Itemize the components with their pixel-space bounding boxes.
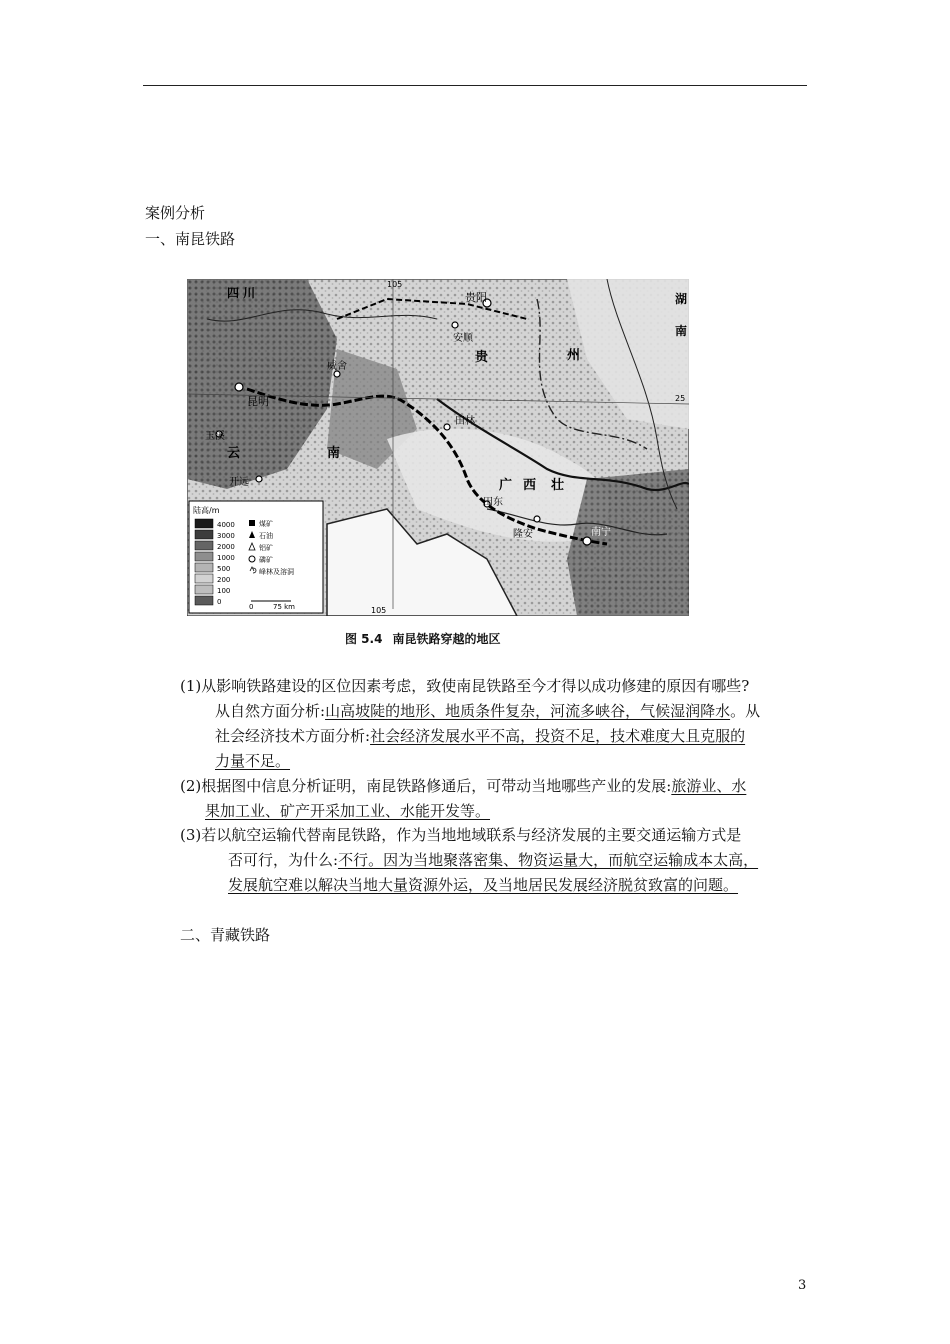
q1-line4 bbox=[215, 751, 290, 771]
legend-swatch-1000 bbox=[195, 552, 213, 561]
q1-natural-answer: 山高坡陡的地形、地质条件复杂，河流多峡谷，气候湿润降水 bbox=[325, 702, 731, 720]
map-label-sichuan: 四 川 bbox=[227, 286, 256, 300]
legend-swatch-3000 bbox=[195, 530, 213, 539]
legend-swatch-500 bbox=[195, 563, 213, 572]
page-number: 3 bbox=[798, 1278, 807, 1293]
map-label-tianlin: 田林 bbox=[455, 416, 475, 427]
q1-line1 bbox=[180, 676, 749, 696]
q1-line3 bbox=[215, 726, 745, 746]
q1-line2 bbox=[215, 701, 760, 721]
legend-symbol-oil: 石油 bbox=[259, 532, 273, 540]
q1-question: 从影响铁路建设的区位因素考虑，致使南昆铁路至今才得以成功修建的原因有哪些? bbox=[201, 677, 750, 695]
legend-symbol-phosphate: 磷矿 bbox=[259, 556, 273, 564]
q1-social-prefix: 社会经济技术方面分析: bbox=[215, 727, 371, 745]
figure-number: 图 5.4 bbox=[345, 632, 383, 646]
q2-line1 bbox=[180, 776, 746, 796]
q1-natural-suffix: 。从 bbox=[730, 702, 761, 720]
legend-elevation-1000: 1000 bbox=[217, 554, 235, 562]
map-label-yuxi: 玉溪 bbox=[205, 431, 225, 442]
map-label-lat25: 25 bbox=[675, 394, 686, 403]
legend-elevation-3000: 3000 bbox=[217, 532, 235, 540]
legend-swatch-100 bbox=[195, 585, 213, 594]
legend-elevation-2000: 2000 bbox=[217, 543, 235, 551]
map-label-hu: 湖 bbox=[675, 292, 688, 306]
legend-elevation-200: 200 bbox=[217, 576, 231, 584]
q3-line1 bbox=[180, 825, 741, 845]
map-label-kaiyuan: 开远 bbox=[229, 477, 249, 488]
map-city-kunming bbox=[235, 383, 243, 391]
map-label-tiandong: 田东 bbox=[483, 497, 503, 508]
scale-start: 0 bbox=[249, 603, 254, 611]
map-city-nanning bbox=[583, 537, 591, 545]
map-label-gui: 贵 bbox=[475, 350, 489, 365]
legend-symbol-aluminum: 铝矿 bbox=[259, 544, 273, 552]
legend-symbol-coal: 煤矿 bbox=[259, 520, 273, 528]
section-title-qingzang-railway: 二、青藏铁路 bbox=[180, 926, 271, 944]
map-label-nanning: 南宁 bbox=[591, 527, 611, 538]
map-label-nan-r: 南 bbox=[675, 324, 688, 338]
map-label-anshun: 安顺 bbox=[453, 333, 473, 344]
legend-elevation-4000: 4000 bbox=[217, 521, 235, 529]
legend-symbol-karst: 峰林及溶洞 bbox=[259, 568, 294, 576]
legend-swatch-2000 bbox=[195, 541, 213, 550]
map-label-zhuang: 壮 bbox=[551, 478, 565, 493]
q3-question-cont: 否可行，为什么: bbox=[228, 851, 339, 869]
q3-line2 bbox=[228, 850, 758, 870]
q3-number: (3) bbox=[180, 826, 202, 844]
map-label-yun: 云 bbox=[227, 446, 241, 461]
figure-caption-text: 南昆铁路穿越的地区 bbox=[392, 632, 501, 646]
map-label-zhou: 州 bbox=[567, 348, 581, 363]
legend-swatch-0 bbox=[195, 596, 213, 605]
q3-answer-2: 发展航空难以解决当地大量资源外运，及当地居民发展经济脱贫致富的问题。 bbox=[228, 876, 739, 894]
map-label-lon105-bottom: 105 bbox=[371, 606, 387, 615]
q1-social-answer-2: 力量不足。 bbox=[215, 752, 291, 770]
q1-number: (1) bbox=[180, 677, 202, 695]
q1-social-answer-1: 社会经济发展水平不高，投资不足，技术难度大且克服的 bbox=[370, 727, 746, 745]
map-city-kaiyuan bbox=[256, 476, 262, 482]
map-city-tianlin bbox=[444, 424, 450, 430]
q2-answer-2: 果加工业、矿产开采加工业、水能开发等。 bbox=[205, 802, 491, 820]
map-label-long-an: 隆安 bbox=[513, 529, 533, 540]
map-label-weishe: 威舍 bbox=[327, 361, 347, 372]
header-rule bbox=[143, 85, 807, 86]
map-label-guiyang: 贵阳 bbox=[465, 291, 487, 304]
map-legend bbox=[189, 501, 323, 613]
legend-elevation-0: 0 bbox=[217, 598, 222, 606]
map-city-anshun bbox=[452, 322, 458, 328]
phosphate-mine-icon bbox=[249, 556, 255, 562]
legend-title: 陆高/m bbox=[193, 506, 220, 515]
q1-natural-prefix: 从自然方面分析: bbox=[215, 702, 326, 720]
q3-question: 若以航空运输代替南昆铁路，作为当地地域联系与经济发展的主要交通运输方式是 bbox=[201, 826, 742, 844]
q2-line2 bbox=[205, 801, 490, 821]
scale-end: 75 km bbox=[273, 603, 296, 611]
legend-swatch-4000 bbox=[195, 519, 213, 528]
q3-line3 bbox=[228, 875, 738, 895]
map-city-long-an bbox=[534, 516, 540, 522]
map-label-kunming: 昆明 bbox=[247, 395, 269, 408]
heading-case-analysis: 案例分析 bbox=[145, 204, 206, 222]
map-label-lon105-top: 105 bbox=[387, 280, 403, 289]
q3-answer-1: 不行。因为当地聚落密集、物资运量大，而航空运输成本太高， bbox=[338, 851, 759, 869]
map-label-xi: 西 bbox=[523, 478, 537, 493]
section-title-nankun-railway: 一、南昆铁路 bbox=[145, 230, 236, 248]
figure-caption bbox=[345, 630, 510, 647]
coal-mine-icon bbox=[249, 520, 255, 526]
map-label-nan: 南 bbox=[327, 446, 341, 461]
q2-number: (2) bbox=[180, 777, 202, 795]
nankun-railway-map bbox=[187, 279, 689, 616]
legend-elevation-500: 500 bbox=[217, 565, 231, 573]
map-label-guang: 广 bbox=[499, 478, 513, 493]
q2-question: 根据图中信息分析证明，南昆铁路修通后，可带动当地哪些产业的发展: bbox=[201, 777, 672, 795]
legend-swatch-200 bbox=[195, 574, 213, 583]
q2-answer-1: 旅游业、水 bbox=[671, 777, 747, 795]
legend-elevation-100: 100 bbox=[217, 587, 231, 595]
